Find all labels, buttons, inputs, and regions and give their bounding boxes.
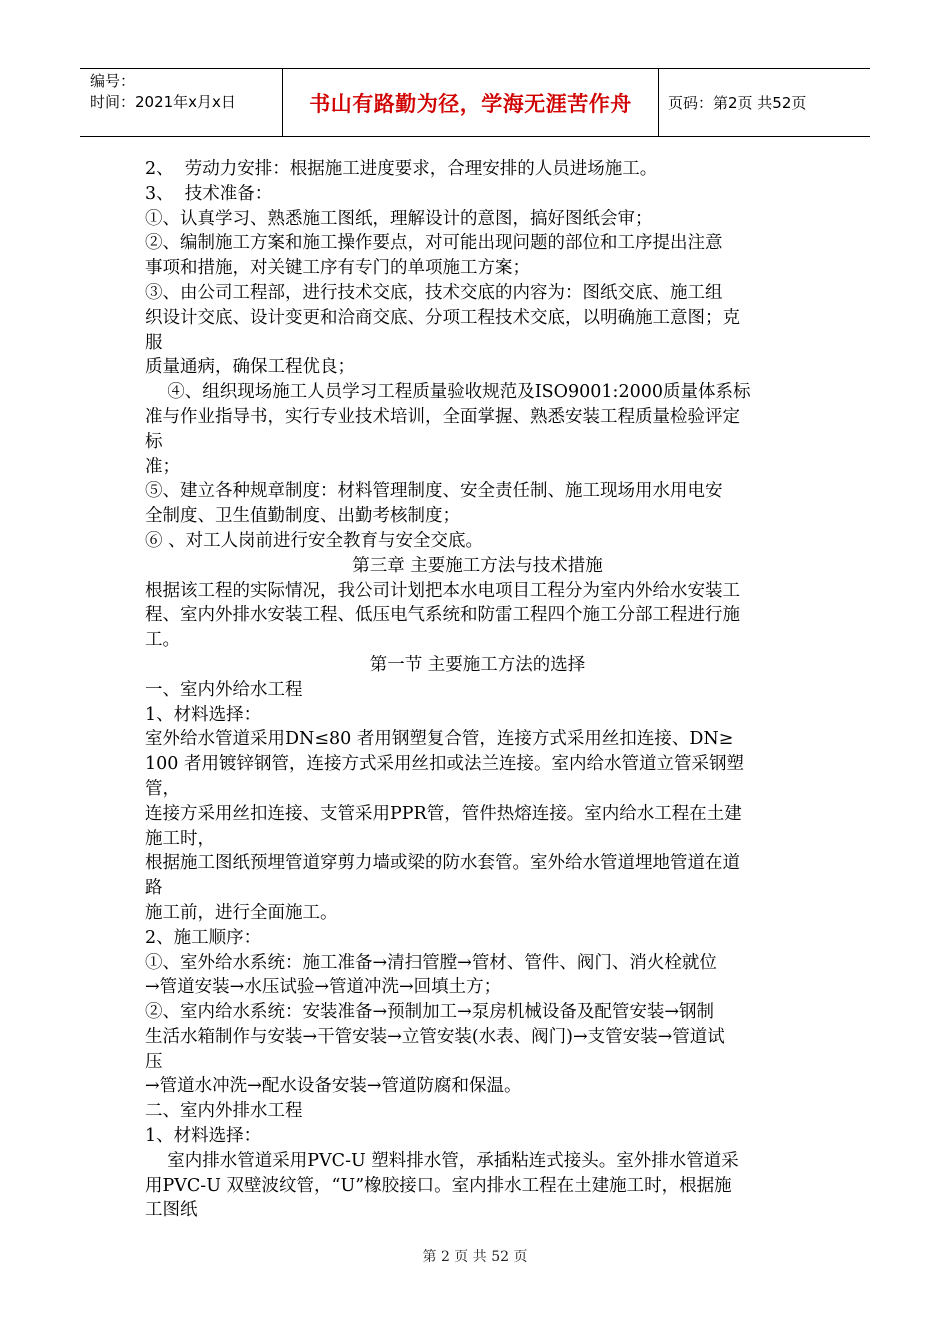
- text-line: 织设计交底、设计变更和洽商交底、分项工程技术交底，以明确施工意图；克: [145, 307, 740, 328]
- text-line: 施工时，: [145, 828, 215, 849]
- text-line: 质量通病，确保工程优良；: [145, 357, 355, 378]
- document-date: 时间：2021年x月x日: [90, 93, 236, 111]
- text-line: 3、 技术准备：: [145, 183, 273, 204]
- chapter-heading: 第三章 主要施工方法与技术措施: [352, 555, 603, 576]
- header-divider: [658, 69, 659, 136]
- text-line: ①、认真学习、熟悉施工图纸，理解设计的意图，搞好图纸会审；: [145, 208, 653, 229]
- text-line: 1、材料选择：: [145, 1126, 262, 1147]
- text-line: 根据该工程的实际情况，我公司计划把本水电项目工程分为室内外给水安装工: [145, 580, 740, 601]
- text-line: 一、室内外给水工程: [145, 679, 303, 700]
- text-line: 准与作业指导书，实行专业技术培训，全面掌握、熟悉安装工程质量检验评定: [145, 406, 740, 427]
- text-line: ②、编制施工方案和施工操作要点，对可能出现问题的部位和工序提出注意: [145, 233, 723, 254]
- page-header: [80, 68, 870, 137]
- text-line: 管，: [145, 778, 180, 799]
- header-motto: 书山有路勤为径，学海无涯苦作舟: [309, 91, 632, 116]
- text-line: 工图纸: [145, 1200, 198, 1221]
- text-line: 二、室内外排水工程: [145, 1101, 303, 1122]
- document-body: [145, 157, 810, 1223]
- text-line: 2、 劳动力安排：根据施工进度要求，合理安排的人员进场施工。: [145, 159, 658, 179]
- text-line: 100 者用镀锌钢管，连接方式采用丝扣或法兰连接。室内给水管道立管采钢塑: [145, 754, 744, 775]
- text-line: 根据施工图纸预埋管道穿剪力墙或梁的防水套管。室外给水管道埋地管道在道: [145, 853, 740, 874]
- text-line: 服: [145, 332, 163, 353]
- text-line: ⑥ 、对工人岗前进行安全教育与安全交底。: [145, 530, 484, 551]
- text-line: ④、组织现场施工人员学习工程质量验收规范及ISO9001:2000质量体系标: [145, 382, 751, 403]
- header-page-info: 页码：第2页 共52页: [668, 94, 807, 112]
- text-line: 事项和措施，对关键工序有专门的单项施工方案；: [145, 258, 530, 279]
- text-line: 连接方采用丝扣连接、支管采用PPR管，管件热熔连接。室内给水工程在土建: [145, 803, 742, 824]
- text-line: ①、室外给水系统：施工准备→清扫管膛→管材、管件、阀门、消火栓就位: [145, 952, 717, 973]
- text-line: 室外给水管道采用DN≤80 者用钢塑复合管，连接方式采用丝扣连接、DN≥: [145, 729, 734, 750]
- text-line: 1、材料选择：: [145, 704, 262, 725]
- text-line: 压: [145, 1051, 163, 1072]
- text-line: 用PVC-U 双壁波纹管，“U”橡胶接口。室内排水工程在土建施工时，根据施: [145, 1175, 732, 1196]
- text-line: ③、由公司工程部，进行技术交底，技术交底的内容为：图纸交底、施工组: [145, 282, 723, 303]
- header-meta: [90, 71, 280, 113]
- text-line: 2、施工顺序：: [145, 927, 262, 948]
- text-line: ⑤、建立各种规章制度：材料管理制度、安全责任制、施工现场用水用电安: [145, 481, 723, 502]
- text-line: 生活水箱制作与安装→干管安装→立管安装(水表、阀门)→支管安装→管道试: [145, 1026, 725, 1047]
- text-line: 全制度、卫生值勤制度、出勤考核制度；: [145, 506, 460, 527]
- document-number-label: 编号：: [90, 72, 136, 90]
- text-line: 施工前，进行全面施工。: [145, 902, 338, 923]
- text-line: 工。: [145, 630, 180, 651]
- page-footer: 第 2 页 共 52 页: [422, 1249, 528, 1265]
- text-line: 室内排水管道采用PVC-U 塑料排水管，承插粘连式接头。室外排水管道采: [145, 1150, 739, 1171]
- text-line: 准；: [145, 456, 180, 477]
- text-line: 路: [145, 878, 163, 899]
- text-line: 标: [145, 431, 163, 452]
- section-heading: 第一节 主要施工方法的选择: [369, 654, 586, 675]
- text-line: ②、室内给水系统：安装准备→预制加工→泵房机械设备及配管安装→钢制: [145, 1002, 714, 1023]
- text-line: →管道安装→水压试验→管道冲洗→回填土方；: [145, 977, 502, 998]
- text-line: →管道水冲洗→配水设备安装→管道防腐和保温。: [145, 1076, 522, 1097]
- text-line: 程、室内外排水安装工程、低压电气系统和防雷工程四个施工分部工程进行施: [145, 605, 740, 626]
